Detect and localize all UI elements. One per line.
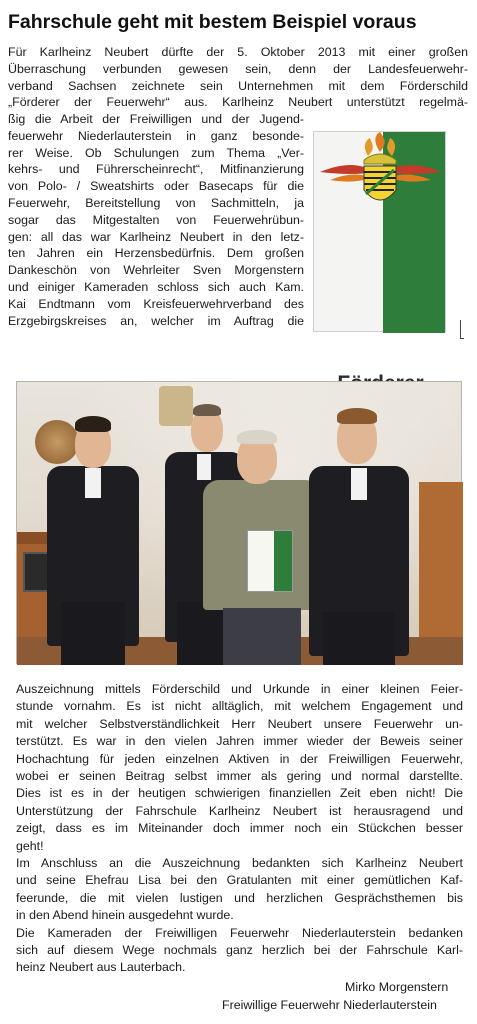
text-line: sogar das Mitgestalten von Feuerwehrübun- <box>8 212 304 227</box>
text-line: Erzgebirgskreises an, welcher im Auftrag die <box>8 313 304 328</box>
certificate-held <box>247 530 293 592</box>
text-line: zeigt, dass es im Miteinander doch immer noch ein Stückchen besser <box>16 821 463 836</box>
corner-mark <box>460 320 464 339</box>
coat-of-arms-icon <box>314 132 447 242</box>
text-line: stunde vornahm. Es ist nicht alltäglich, mit welchem Engagement und <box>16 699 463 714</box>
text-line: Hochachtung für jeden einzelnen Aktiven in der Freiwilligen Feuerwehr, <box>16 751 463 766</box>
article-headline: Fahrschule geht mit bestem Beispiel voraus <box>8 11 417 33</box>
text-line: und seine Ehefrau Lisa bei den Gratulanten mit einer gemütlichen Kaf- <box>16 873 463 888</box>
text-line: von Polo- / Sweatshirts oder Basecaps für die <box>8 179 304 194</box>
text-line: Feuerwehr, Bereitstellung von Sachmitteln, ja <box>8 196 304 210</box>
author-organization: Freiwillige Feuerwehr Niederlauterstein <box>222 998 437 1012</box>
award-photo <box>16 381 462 664</box>
text-line: Kai Endtmann vom Kreisfeuerwehrverband des <box>8 296 304 311</box>
text-line: Überraschung verbunden gewesen sein, denn der Landesfeuerwehr- <box>8 61 468 76</box>
text-line: Dankeschön von Wehrleiter Sven Morgenstern <box>8 263 304 278</box>
text-line: wobei er seinen Beitrag selbst immer als gering und normal darstellte. <box>16 769 463 783</box>
wall-clock <box>159 386 193 426</box>
text-line: terstützt. Es war in den vielen Jahren immer wieder der Beweis seiner <box>16 734 463 749</box>
text-line: kehrs- und Führerscheinrecht“, Mitfinanzierung <box>8 162 304 177</box>
text-line: gen: all das war Karlheinz Neubert in den letz- <box>8 229 304 244</box>
text-line: geht! <box>16 838 44 853</box>
text-line: in den Abend hinein ausgedehnt wurde. <box>16 908 234 923</box>
text-line: heinz Neubert aus Lauterbach. <box>16 960 186 975</box>
text-line: Unterstützung der Fahrschule Karlheinz Neubert ist herausragend und <box>16 803 463 818</box>
text-line: mit welcher Selbstverständlichkeit Herr Neubert unsere Feuerwehr un- <box>16 716 463 731</box>
text-line: Im Anschluss an die Auszeichnung bedankten sich Karlheinz Neubert <box>16 856 463 870</box>
text-line: Dies ist es in der heutigen schwierigen finanziellen Zeit eben nicht! Die <box>16 786 463 801</box>
text-line: feerunde, die mit vielen lustigen und herzlichen Gesprächsthemen bis <box>16 890 463 905</box>
text-line: und einiger Kameraden schloss sich auch Kam. <box>8 280 304 294</box>
foerderer-sign-image <box>313 131 446 332</box>
wall-basket-decoration <box>35 420 79 464</box>
text-line: Auszeichnung mittels Förderschild und Urkunde in einer kleinen Feier- <box>16 682 463 696</box>
text-line: verband Sachsen zeichnete sein Unternehmen mit dem Förderschild <box>8 78 468 93</box>
text-line: Die Kameraden der Freiwilligen Feuerwehr Niederlauterstein bedanken <box>16 925 463 940</box>
text-line: Für Karlheinz Neubert dürfte der 5. Oktober 2013 mit einer großen <box>8 45 468 59</box>
text-line: feuerwehr Niederlauterstein in ganz besonde- <box>8 128 304 143</box>
text-line: rer Weise. Ob Schulungen zum Thema „Ver- <box>8 145 304 160</box>
text-line: „Förderer der Feuerwehr“ aus. Karlheinz Neubert unterstützt regelmä- <box>8 95 468 110</box>
text-line: ten Jahren ein Herzensbedürfnis. Dem großen <box>8 246 304 261</box>
text-line: ßig die Arbeit der Freiwilligen und der Jugend- <box>8 112 304 126</box>
text-line: sich auf diesem Wege nochmals ganz herzlich bei der Fahrschule Karl- <box>16 943 463 957</box>
author-name: Mirko Morgenstern <box>345 980 449 994</box>
